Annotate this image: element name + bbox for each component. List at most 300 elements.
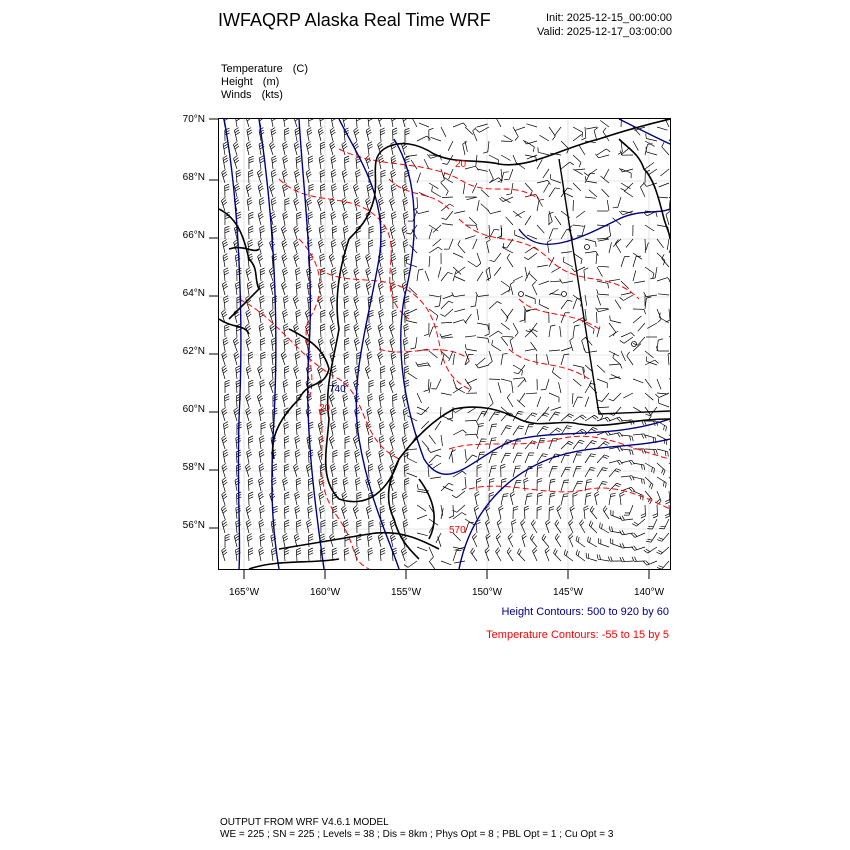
wind-barb	[406, 316, 417, 324]
wind-barb	[561, 348, 571, 352]
wind-barb	[271, 198, 276, 211]
wind-barb	[452, 491, 465, 498]
wind-barb	[503, 243, 513, 253]
wind-barb	[512, 382, 513, 393]
wind-barb	[589, 190, 597, 197]
wind-barb	[342, 268, 347, 282]
wind-barb	[379, 450, 384, 464]
wind-barb	[258, 239, 263, 253]
wind-barb	[549, 479, 555, 491]
wind-barb	[498, 382, 501, 393]
wind-barb	[453, 430, 467, 435]
wind-barb	[380, 492, 385, 505]
wind-barb	[331, 282, 336, 295]
wind-barb	[411, 337, 418, 349]
wind-barb	[381, 240, 386, 253]
wind-barb	[318, 240, 323, 254]
wind-barb	[539, 299, 549, 309]
wind-barb	[510, 491, 515, 505]
wind-barb	[524, 506, 529, 519]
legend-height	[221, 76, 279, 88]
wind-barb	[626, 239, 633, 248]
wind-barb	[657, 127, 668, 130]
wind-barb	[501, 155, 511, 161]
wind-barb	[259, 310, 264, 323]
wind-barb	[249, 212, 254, 225]
wind-barb	[320, 254, 325, 267]
wind-barb	[354, 309, 359, 323]
wind-barb	[379, 310, 384, 324]
wind-barb	[272, 156, 277, 169]
wind-barb	[621, 476, 634, 481]
wind-barb	[222, 407, 227, 421]
wind-barb	[662, 254, 669, 267]
wind-barb	[525, 247, 538, 253]
wind-barb	[537, 199, 544, 211]
wind-barb	[574, 169, 585, 170]
wind-barb	[561, 313, 570, 323]
wind-barb	[609, 469, 621, 477]
wind-barb	[641, 505, 646, 518]
wind-barb	[273, 506, 278, 519]
wind-barb	[342, 505, 347, 519]
wind-barb	[390, 408, 395, 422]
wind-barb	[368, 119, 373, 127]
wind-barb	[633, 379, 643, 383]
wind-barb	[247, 450, 252, 464]
wind-barb	[597, 289, 609, 295]
wind-barb	[393, 394, 398, 407]
wind-barb	[540, 135, 549, 141]
wind-barb	[474, 505, 479, 519]
wind-barb	[522, 533, 527, 547]
wind-barb	[465, 166, 479, 170]
wind-barb	[600, 523, 610, 533]
wind-barb	[458, 240, 465, 253]
wind-barb	[517, 400, 525, 407]
wind-barb	[631, 546, 645, 551]
wind-barb	[283, 380, 288, 393]
wind-barb	[513, 453, 523, 463]
wind-barb	[259, 450, 264, 463]
wind-barb	[569, 519, 574, 533]
wind-barb	[502, 336, 513, 337]
wind-barb	[661, 169, 670, 176]
wind-barb	[656, 547, 669, 554]
wind-barb	[356, 156, 361, 169]
wind-barb	[284, 436, 289, 449]
wind-barb	[258, 211, 263, 225]
wind-barb	[609, 483, 621, 491]
wind-barb	[369, 310, 374, 323]
wind-barb	[283, 268, 288, 282]
wind-barb	[597, 482, 608, 492]
wind-barb	[657, 379, 661, 389]
wind-barb	[597, 379, 607, 388]
wind-barb	[496, 534, 501, 548]
wind-barb	[465, 519, 474, 525]
wind-barb	[561, 441, 573, 449]
wind-barb	[225, 324, 230, 337]
wind-barb	[632, 557, 645, 562]
wind-barb	[222, 435, 227, 449]
wind-barb	[606, 225, 610, 238]
wind-barb	[419, 123, 429, 127]
wind-barb	[294, 197, 299, 211]
wind-barb	[321, 310, 326, 323]
wind-barb	[260, 226, 265, 239]
init-time: Init: 2025-12-15_00:00:00	[546, 12, 672, 24]
wind-barb	[658, 294, 669, 295]
wind-barb	[380, 548, 385, 561]
wind-barb	[402, 506, 407, 520]
wind-barb	[402, 492, 407, 506]
wind-barb	[469, 217, 477, 225]
wind-barb	[618, 141, 622, 154]
wind-barb	[246, 267, 251, 281]
wind-barb	[260, 296, 265, 309]
wind-barb	[378, 119, 383, 127]
wind-barb	[452, 292, 465, 296]
wind-barb	[640, 183, 645, 197]
wind-barb	[296, 408, 301, 421]
wind-barb	[343, 408, 348, 421]
wind-barb	[573, 453, 582, 463]
wind-barb	[247, 282, 252, 295]
wind-barb	[425, 271, 429, 281]
wind-barb	[441, 127, 446, 137]
wind-barb	[453, 253, 463, 258]
wind-barb	[295, 450, 300, 463]
wind-barb	[342, 491, 347, 505]
wind-barb	[260, 380, 265, 393]
wind-barb	[223, 156, 228, 169]
wind-barb	[613, 239, 621, 247]
wind-barb	[634, 281, 645, 283]
wind-barb	[424, 323, 429, 336]
wind-barb	[590, 506, 597, 519]
wind-barb	[532, 282, 537, 296]
wind-barb	[477, 358, 485, 365]
wind-barb	[391, 119, 396, 127]
lon-label-140: 140°W	[633, 587, 665, 598]
wind-barb	[330, 296, 335, 310]
wind-barb	[573, 183, 581, 191]
wind-barb	[523, 140, 537, 144]
wind-barb	[657, 477, 666, 488]
wind-barb	[320, 464, 325, 477]
wind-barb	[296, 156, 301, 169]
wind-barb	[598, 266, 609, 267]
wind-barb	[356, 240, 361, 253]
wind-barb	[345, 156, 350, 169]
wind-barb	[573, 155, 581, 167]
wind-barb	[284, 366, 289, 379]
wind-barb	[585, 493, 591, 505]
wind-barb	[405, 296, 410, 309]
wind-barb	[285, 198, 290, 211]
wind-barb	[378, 268, 383, 282]
wind-barb	[468, 261, 477, 267]
wind-barb	[233, 337, 238, 351]
wind-barb	[525, 349, 536, 351]
wind-barb	[669, 330, 670, 337]
wind-barb	[367, 534, 372, 547]
wind-barb	[441, 435, 443, 446]
wind-barb	[429, 309, 438, 320]
wind-barb	[441, 183, 448, 196]
wind-barb	[453, 513, 466, 520]
wind-barb	[490, 253, 502, 262]
wind-barb	[296, 478, 301, 491]
wind-barb	[597, 455, 609, 463]
wind-barb	[510, 282, 514, 296]
wind-barb	[620, 492, 625, 505]
wind-barb	[329, 309, 334, 323]
wind-barb	[258, 365, 263, 379]
wind-barb	[343, 478, 348, 491]
wind-barb	[329, 435, 334, 449]
wind-barb	[318, 422, 323, 436]
wind-barb	[248, 478, 253, 491]
wind-barb	[645, 267, 654, 278]
wind-barb	[368, 464, 373, 477]
wind-barb	[448, 141, 453, 151]
wind-barb	[475, 492, 480, 506]
wind-barb	[355, 464, 360, 478]
wind-barb	[356, 212, 361, 225]
wind-barb	[597, 468, 608, 477]
wind-barb	[404, 352, 409, 365]
wind-barb	[646, 533, 657, 542]
wind-barb	[530, 534, 537, 547]
wind-barb	[366, 324, 371, 338]
wind-barb	[466, 197, 477, 200]
wind-barb	[380, 380, 385, 393]
wind-barb	[513, 276, 523, 281]
wind-barb	[345, 534, 350, 547]
wind-barb	[620, 530, 633, 535]
wind-barb	[499, 506, 504, 520]
wind-barb	[354, 323, 359, 337]
wind-barb	[283, 119, 288, 127]
wind-barb	[633, 316, 642, 323]
wind-barb	[296, 520, 301, 533]
wind-barb	[320, 324, 325, 337]
wind-barb	[580, 520, 586, 533]
wind-barb	[465, 236, 476, 239]
wind-barb	[669, 449, 670, 462]
wind-barb	[547, 240, 551, 253]
wind-barb	[669, 477, 670, 490]
wind-barb	[573, 379, 581, 386]
wind-barb	[390, 225, 395, 239]
wind-barb	[501, 426, 512, 435]
wind-barb	[319, 119, 324, 127]
wind-barb	[258, 253, 263, 267]
wind-barb	[579, 146, 585, 155]
wind-barb	[281, 351, 287, 365]
wind-barb	[343, 184, 348, 197]
wind-barb	[223, 240, 228, 254]
wind-barb	[407, 473, 417, 477]
wind-barb	[379, 296, 384, 309]
wind-barb	[669, 463, 670, 474]
wind-barb	[584, 506, 589, 519]
wind-barb	[633, 491, 643, 500]
wind-barb	[645, 360, 659, 365]
wind-barb	[549, 325, 556, 337]
wind-barb	[489, 302, 502, 310]
wind-barb	[378, 183, 383, 197]
wind-barb	[609, 242, 612, 253]
wind-barb	[645, 407, 651, 420]
wind-barb	[489, 178, 502, 183]
wind-barb	[465, 127, 473, 135]
wind-barb	[366, 281, 371, 295]
wind-barb	[610, 316, 621, 324]
wind-barb	[408, 211, 417, 221]
wind-barb	[645, 449, 658, 454]
wind-barb	[295, 352, 300, 365]
wind-barb	[525, 271, 530, 281]
wind-barb	[225, 184, 230, 197]
wind-barb	[525, 413, 537, 421]
wind-barb	[561, 162, 574, 169]
wind-barb	[546, 519, 551, 533]
wind-barb	[225, 226, 230, 239]
wind-barb	[284, 422, 289, 435]
wind-barb	[307, 520, 312, 534]
wind-barb	[246, 142, 251, 156]
wind-barb	[463, 183, 465, 194]
wind-barb	[235, 119, 240, 127]
wind-barb	[669, 132, 670, 141]
wind-barb	[455, 277, 465, 282]
lon-ticks	[218, 570, 671, 582]
wind-barb	[611, 538, 622, 547]
wind-barb	[393, 128, 398, 141]
wind-barb	[620, 337, 633, 343]
wind-barb	[319, 156, 324, 169]
wind-barb	[501, 464, 506, 477]
wind-barb	[620, 543, 633, 548]
wind-barb	[561, 252, 572, 253]
wind-barb	[471, 548, 477, 561]
wind-barb	[584, 169, 597, 175]
wind-barb	[408, 373, 417, 379]
wind-barb	[222, 547, 227, 561]
wind-barb	[510, 337, 514, 351]
wind-barb	[569, 533, 574, 547]
wind-barb	[356, 119, 361, 127]
wind-barb	[296, 310, 301, 323]
wind-barb	[295, 492, 300, 506]
wind-barb	[417, 269, 423, 281]
wind-barb	[513, 211, 522, 218]
wind-barb	[284, 338, 289, 351]
wind-barb	[319, 226, 324, 239]
wind-barb	[597, 417, 611, 422]
wind-barb	[260, 268, 265, 281]
wind-barb	[477, 272, 483, 281]
legend-temperature	[221, 63, 308, 75]
wind-barb	[294, 239, 299, 253]
wind-barb	[657, 561, 669, 569]
wind-barb	[551, 267, 561, 272]
wind-barb	[283, 310, 288, 324]
wind-barb	[378, 323, 383, 337]
wind-barb	[604, 169, 609, 179]
wind-barb	[259, 408, 264, 422]
wind-barb	[345, 450, 350, 463]
wind-barb	[424, 379, 429, 392]
wind-barb	[412, 119, 417, 127]
wind-barb	[669, 375, 670, 379]
wind-barb	[633, 309, 646, 314]
wind-barb	[477, 309, 479, 320]
wind-barb	[369, 380, 374, 393]
wind-barb	[467, 379, 477, 384]
wind-barb	[573, 200, 574, 211]
wind-barb	[501, 289, 511, 295]
wind-barb	[608, 557, 621, 562]
wind-barb	[429, 229, 432, 240]
wind-barb	[597, 393, 609, 402]
contour-label-temp-570: 570	[449, 525, 466, 536]
height-contours	[224, 119, 670, 569]
wind-barb	[607, 200, 609, 211]
wind-barb	[234, 128, 239, 142]
wind-barb	[283, 534, 288, 548]
wind-barb	[669, 421, 670, 429]
wind-barb	[513, 127, 518, 141]
wind-barb	[615, 300, 621, 309]
wind-barb	[501, 172, 509, 183]
wind-barb	[585, 415, 598, 421]
legend-winds-unit: (kts)	[261, 89, 283, 101]
footer-config: WE = 225 ; SN = 225 ; Levels = 38 ; Dis = 8km ; Phys Opt = 8 ; PBL Opt = 1 ; Cu Opt = 3	[220, 829, 614, 840]
wind-barb	[609, 279, 620, 281]
wind-barb	[417, 505, 426, 511]
wind-barb	[561, 414, 574, 421]
wind-barb	[366, 128, 371, 142]
wind-barb	[550, 294, 561, 296]
wind-barb	[549, 466, 558, 477]
wind-barb	[621, 169, 631, 178]
wind-barb	[353, 505, 359, 519]
lon-label-165: 165°W	[228, 587, 260, 598]
wind-barb	[429, 295, 440, 297]
wind-barb	[621, 281, 629, 289]
wind-barb	[572, 267, 586, 272]
wind-barb	[333, 520, 338, 533]
wind-barb	[331, 240, 336, 253]
wind-barb	[406, 225, 417, 234]
wind-barb	[613, 197, 621, 208]
wind-barb	[645, 225, 654, 231]
wind-barb	[224, 268, 229, 281]
wind-barb	[573, 481, 583, 491]
wind-barb	[392, 492, 397, 505]
wind-barb	[285, 450, 290, 463]
wind-barb	[294, 141, 299, 155]
wind-barb	[293, 463, 298, 477]
wind-barb	[429, 561, 436, 569]
wind-barb	[284, 506, 289, 519]
wind-barb	[525, 441, 537, 449]
wind-barb	[465, 344, 477, 351]
